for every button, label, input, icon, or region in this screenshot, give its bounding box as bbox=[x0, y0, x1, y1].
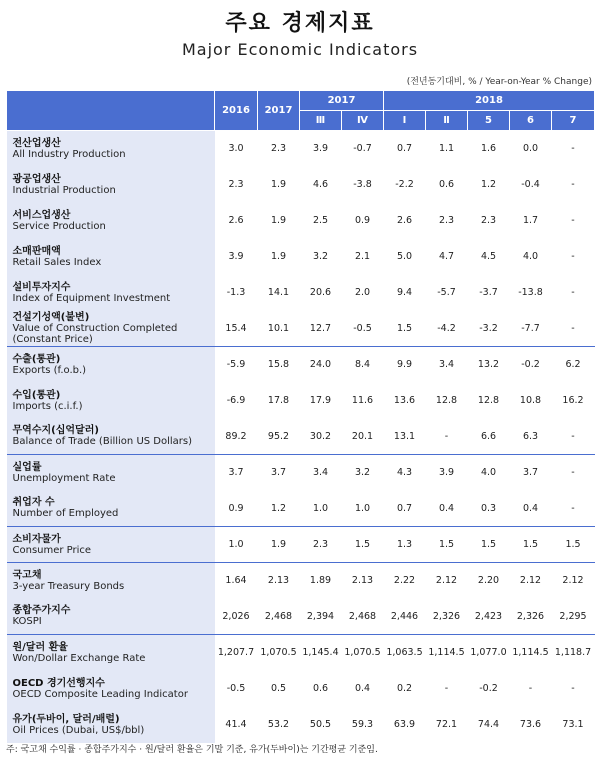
table-row bbox=[7, 599, 595, 635]
table-row bbox=[7, 383, 595, 419]
table-cell: -1.3 bbox=[226, 287, 246, 298]
row-label-en: Retail Sales Index bbox=[12, 256, 102, 268]
table-cell: 1.7 bbox=[522, 215, 539, 226]
row-label bbox=[7, 347, 215, 383]
table-cell: 2.6 bbox=[228, 215, 244, 226]
table-cell: 2.12 bbox=[552, 563, 595, 599]
table-cell: 3.9 bbox=[312, 143, 329, 155]
table-cell: 1,063.5 bbox=[384, 635, 426, 671]
table-cell: 4.6 bbox=[312, 179, 329, 190]
table-cell: 1.5 bbox=[396, 322, 413, 334]
table-row bbox=[7, 455, 595, 491]
header-jul-2018: 7 bbox=[552, 111, 595, 131]
row-label-ko: 소비자물가 bbox=[12, 533, 61, 545]
row-label bbox=[7, 707, 215, 743]
indicators-table bbox=[6, 90, 595, 743]
table-cell: 2.3 bbox=[228, 179, 244, 190]
table-body bbox=[7, 131, 595, 743]
table-cell: 2,468 bbox=[264, 610, 293, 622]
row-label-en: Number of Employed bbox=[12, 508, 119, 520]
row-label bbox=[7, 527, 215, 563]
row-label bbox=[7, 239, 215, 275]
table-cell: - bbox=[571, 683, 575, 694]
table-row bbox=[7, 635, 595, 671]
row-label-ko: 취업자 수 bbox=[12, 497, 55, 509]
table-cell: 2.1 bbox=[354, 251, 371, 262]
table-cell: 4.5 bbox=[480, 251, 497, 262]
table-cell: 0.6 bbox=[438, 179, 455, 190]
row-label-en: All Industry Production bbox=[12, 148, 126, 160]
table-cell: 2,446 bbox=[390, 610, 419, 622]
row-label bbox=[7, 167, 215, 203]
row-label-ko: 유가(두바이, 달러/배럴) bbox=[12, 713, 120, 725]
table-cell: 10.8 bbox=[519, 395, 542, 406]
table-cell: 12.7 bbox=[309, 322, 332, 334]
row-label-en: 3-year Treasury Bonds bbox=[12, 580, 125, 592]
table-cell: 3.4 bbox=[300, 455, 342, 491]
header-q3-2017: Ⅲ bbox=[300, 111, 342, 131]
table-cell: 3.9 bbox=[228, 251, 244, 262]
table-cell: 15.8 bbox=[258, 347, 300, 383]
table-cell: 3.0 bbox=[228, 143, 244, 155]
header-2016: 2016 bbox=[215, 91, 258, 131]
table-cell: 16.2 bbox=[562, 395, 584, 406]
table-row bbox=[7, 203, 595, 239]
table-cell: 1,118.7 bbox=[552, 635, 595, 671]
table-cell: 4.0 bbox=[468, 455, 510, 491]
table-cell: 50.5 bbox=[309, 719, 332, 730]
table-row bbox=[7, 563, 595, 599]
table-cell: 73.6 bbox=[519, 719, 542, 730]
indicators-table-wrap bbox=[6, 90, 594, 743]
table-cell: 24.0 bbox=[300, 347, 342, 383]
table-cell: 0.0 bbox=[522, 143, 539, 155]
row-label-ko: 건설기성액(불변) bbox=[12, 311, 90, 323]
table-cell: 17.8 bbox=[267, 395, 290, 406]
table-cell: 2.3 bbox=[438, 215, 455, 226]
row-label-en-2: (Constant Price) bbox=[12, 333, 93, 345]
table-cell: 2.5 bbox=[312, 215, 329, 226]
table-cell: 0.4 bbox=[438, 502, 455, 514]
table-cell: 20.1 bbox=[351, 430, 374, 442]
table-cell: -3.2 bbox=[479, 322, 498, 334]
table-cell: 1.9 bbox=[270, 215, 287, 226]
header-may-2018: 5 bbox=[468, 111, 510, 131]
table-row bbox=[7, 311, 595, 347]
table-cell: - bbox=[571, 430, 575, 442]
table-cell: 6.6 bbox=[480, 430, 497, 442]
header-q1-2018: Ⅰ bbox=[384, 111, 426, 131]
table-row bbox=[7, 707, 595, 743]
table-cell: 1,207.7 bbox=[215, 635, 258, 671]
table-cell: - bbox=[571, 502, 575, 514]
table-cell: -0.5 bbox=[226, 683, 246, 694]
row-label-en: Imports (c.i.f.) bbox=[12, 400, 83, 412]
row-label bbox=[7, 491, 215, 527]
table-cell: 95.2 bbox=[267, 430, 290, 442]
table-cell: 2.22 bbox=[384, 563, 426, 599]
table-cell: - bbox=[571, 251, 575, 262]
table-cell: 3.9 bbox=[426, 455, 468, 491]
table-cell: 4.7 bbox=[438, 251, 455, 262]
row-label bbox=[7, 275, 215, 311]
table-cell: 13.6 bbox=[393, 395, 416, 406]
table-cell: 1,070.5 bbox=[258, 635, 300, 671]
table-cell: 0.4 bbox=[522, 502, 539, 514]
row-label-en: Value of Construction Completed bbox=[12, 322, 178, 334]
header-group-2017: 2017 bbox=[300, 91, 384, 111]
row-label-en: Industrial Production bbox=[12, 184, 116, 196]
table-cell: 1.0 bbox=[215, 527, 258, 563]
table-cell: 1.5 bbox=[552, 527, 595, 563]
table-cell: 1.5 bbox=[342, 527, 384, 563]
table-cell: - bbox=[528, 683, 533, 694]
unit-note: (전년동기대비, % / Year-on-Year % Change) bbox=[406, 77, 592, 87]
table-row bbox=[7, 419, 595, 455]
table-cell: 2.3 bbox=[300, 527, 342, 563]
table-cell: 30.2 bbox=[309, 430, 332, 442]
table-cell: 2.13 bbox=[258, 563, 300, 599]
header-group-2018: 2018 bbox=[384, 91, 595, 111]
table-cell: 3.2 bbox=[342, 455, 384, 491]
table-cell: 73.1 bbox=[562, 719, 584, 730]
table-cell: 1.1 bbox=[438, 143, 455, 155]
table-cell: 3.7 bbox=[258, 455, 300, 491]
table-cell: 5.0 bbox=[396, 251, 413, 262]
table-cell: 1,070.5 bbox=[342, 635, 384, 671]
table-cell: -0.2 bbox=[479, 683, 498, 694]
table-cell: -3.7 bbox=[479, 287, 498, 298]
table-cell: 1.2 bbox=[480, 179, 497, 190]
table-cell: 1,077.0 bbox=[468, 635, 510, 671]
table-row bbox=[7, 167, 595, 203]
table-cell: - bbox=[444, 430, 449, 442]
table-cell: 0.6 bbox=[312, 683, 329, 694]
table-cell: 17.9 bbox=[309, 395, 332, 406]
row-label bbox=[7, 455, 215, 491]
table-cell: 2.12 bbox=[426, 563, 468, 599]
header-q2-2018: Ⅱ bbox=[426, 111, 468, 131]
table-cell: -2.2 bbox=[395, 179, 414, 190]
row-label-ko: 수입(통관) bbox=[12, 389, 61, 401]
table-cell: 1.0 bbox=[354, 502, 371, 514]
table-cell: 3.7 bbox=[215, 455, 258, 491]
table-cell: 1,114.5 bbox=[510, 635, 552, 671]
table-cell: 2,026 bbox=[222, 610, 250, 622]
table-cell: 6.3 bbox=[522, 430, 539, 442]
table-cell: 4.0 bbox=[522, 251, 539, 262]
table-cell: 2.13 bbox=[342, 563, 384, 599]
table-cell: 1,114.5 bbox=[426, 635, 468, 671]
table-cell: 1.5 bbox=[426, 527, 468, 563]
table-cell: 3.7 bbox=[510, 455, 552, 491]
table-row bbox=[7, 671, 595, 707]
table-cell: 10.1 bbox=[267, 322, 290, 334]
table-cell: 0.3 bbox=[480, 502, 497, 514]
table-cell: -3.8 bbox=[353, 179, 372, 190]
row-label-ko: 무역수지(십억달러) bbox=[12, 425, 99, 437]
table-cell: 1.9 bbox=[270, 251, 287, 262]
table-cell: 1.64 bbox=[215, 563, 258, 599]
table-cell: 2.20 bbox=[468, 563, 510, 599]
table-cell: 41.4 bbox=[225, 719, 247, 730]
row-label-ko: 소매판매액 bbox=[12, 245, 61, 257]
table-cell: -0.2 bbox=[510, 347, 552, 383]
row-label-ko: 국고채 bbox=[12, 569, 42, 581]
table-cell: 0.9 bbox=[228, 502, 244, 514]
row-label-en: Won/Dollar Exchange Rate bbox=[12, 652, 146, 664]
table-cell: 2,468 bbox=[348, 610, 377, 622]
table-cell: 63.9 bbox=[393, 719, 416, 730]
table-cell: 12.8 bbox=[435, 395, 458, 406]
table-cell: 1.0 bbox=[312, 502, 329, 514]
row-label-ko: OECD 경기선행지수 bbox=[12, 677, 105, 689]
table-cell: 1.2 bbox=[270, 502, 287, 514]
header-jun-2018: 6 bbox=[510, 111, 552, 131]
header-2017: 2017 bbox=[258, 91, 300, 131]
row-label-en: Balance of Trade (Billion US Dollars) bbox=[12, 436, 193, 448]
table-cell: 1.6 bbox=[480, 143, 497, 155]
row-label-en: Exports (f.o.b.) bbox=[12, 364, 87, 376]
table-cell: 9.9 bbox=[384, 347, 426, 383]
row-label-ko: 수출(통관) bbox=[12, 353, 61, 365]
table-cell: -0.7 bbox=[353, 143, 372, 155]
table-row bbox=[7, 239, 595, 275]
table-cell: 2.12 bbox=[510, 563, 552, 599]
table-cell: 20.6 bbox=[309, 287, 332, 298]
table-cell: 0.9 bbox=[354, 215, 371, 226]
table-cell: 2,423 bbox=[474, 610, 503, 622]
table-cell: -6.9 bbox=[226, 395, 246, 406]
row-label-en: Service Production bbox=[12, 220, 106, 232]
table-cell: 13.1 bbox=[393, 430, 416, 442]
table-row bbox=[7, 491, 595, 527]
table-cell: 72.1 bbox=[435, 719, 458, 730]
table-row bbox=[7, 131, 595, 167]
row-label-en: KOSPI bbox=[12, 616, 42, 628]
table-cell: - bbox=[571, 143, 575, 155]
table-cell: -7.7 bbox=[521, 322, 540, 334]
table-cell: 0.2 bbox=[396, 683, 413, 694]
row-label-ko: 서비스업생산 bbox=[12, 209, 71, 221]
table-cell: 9.4 bbox=[396, 287, 413, 298]
table-cell: 8.4 bbox=[342, 347, 384, 383]
table-cell: 6.2 bbox=[552, 347, 595, 383]
row-label bbox=[7, 311, 215, 347]
table-cell: 13.2 bbox=[468, 347, 510, 383]
table-cell: 1.3 bbox=[384, 527, 426, 563]
table-cell: - bbox=[571, 287, 575, 298]
row-label bbox=[7, 419, 215, 455]
table-cell: 3.4 bbox=[426, 347, 468, 383]
table-row bbox=[7, 527, 595, 563]
table-cell: 15.4 bbox=[225, 322, 247, 334]
table-cell: - bbox=[571, 322, 575, 334]
row-label bbox=[7, 203, 215, 239]
table-cell: -5.7 bbox=[437, 287, 456, 298]
table-cell: 53.2 bbox=[267, 719, 290, 730]
table-cell: 1.5 bbox=[510, 527, 552, 563]
table-cell: -0.4 bbox=[521, 179, 540, 190]
table-cell: 1,145.4 bbox=[300, 635, 342, 671]
table-cell: - bbox=[571, 179, 575, 190]
table-cell: 12.8 bbox=[477, 395, 500, 406]
table-cell: -4.2 bbox=[437, 322, 456, 334]
row-label-en: Oil Prices (Dubai, US$/bbl) bbox=[12, 724, 145, 736]
table-row bbox=[7, 347, 595, 383]
table-cell: 74.4 bbox=[477, 719, 500, 730]
row-label bbox=[7, 131, 215, 167]
row-label-ko: 실업률 bbox=[12, 461, 42, 473]
row-label bbox=[7, 671, 215, 707]
page-subtitle: Major Economic Indicators bbox=[181, 40, 419, 59]
table-cell: 2,295 bbox=[559, 610, 587, 622]
table-cell: 2.6 bbox=[396, 215, 413, 226]
row-label-ko: 전산업생산 bbox=[12, 137, 61, 149]
row-label-ko: 설비투자지수 bbox=[12, 281, 71, 293]
table-cell: - bbox=[571, 215, 575, 226]
row-label-en: Unemployment Rate bbox=[12, 472, 116, 484]
row-label-en: Consumer Price bbox=[12, 544, 92, 556]
table-cell: -13.8 bbox=[518, 287, 543, 298]
table-cell: -0.5 bbox=[353, 322, 372, 334]
table-cell: 2,326 bbox=[432, 610, 461, 622]
header-q4-2017: Ⅳ bbox=[342, 111, 384, 131]
table-cell: - bbox=[552, 455, 595, 491]
table-cell: 1.9 bbox=[258, 527, 300, 563]
table-cell: 0.4 bbox=[354, 683, 371, 694]
table-cell: 59.3 bbox=[351, 719, 374, 730]
table-cell: 2,394 bbox=[306, 610, 335, 622]
table-cell: - bbox=[444, 683, 449, 694]
table-cell: 0.7 bbox=[396, 143, 413, 155]
row-label-ko: 원/달러 환율 bbox=[12, 641, 68, 653]
row-label bbox=[7, 383, 215, 419]
row-label bbox=[7, 599, 215, 635]
table-cell: 2.3 bbox=[480, 215, 497, 226]
row-label-ko: 종합주가지수 bbox=[12, 605, 71, 617]
footnote: 주: 국고채 수익률 · 종합주가지수 · 원/달러 환율은 기말 기준, 유가(두바이)는 기간평균 기준임. bbox=[6, 745, 378, 755]
table-cell: 0.7 bbox=[396, 502, 413, 514]
page-title: 주요 경제지표 bbox=[225, 11, 375, 36]
table-cell: 89.2 bbox=[225, 430, 247, 442]
row-label-ko: 광공업생산 bbox=[12, 173, 61, 185]
table-cell: 3.2 bbox=[312, 251, 329, 262]
table-cell: 1.9 bbox=[270, 179, 287, 190]
table-cell: -5.9 bbox=[215, 347, 258, 383]
table-cell: 0.5 bbox=[270, 683, 287, 694]
table-row bbox=[7, 275, 595, 311]
row-label bbox=[7, 563, 215, 599]
table-cell: 2.0 bbox=[354, 287, 371, 298]
row-label bbox=[7, 635, 215, 671]
row-label-en: OECD Composite Leading Indicator bbox=[12, 688, 188, 700]
table-cell: 2,326 bbox=[516, 610, 545, 622]
table-cell: 1.5 bbox=[468, 527, 510, 563]
row-label-en: Index of Equipment Investment bbox=[12, 292, 171, 304]
header-blank bbox=[7, 91, 215, 131]
table-cell: 14.1 bbox=[267, 287, 290, 298]
table-cell: 1.89 bbox=[300, 563, 342, 599]
table-cell: 2.3 bbox=[270, 143, 287, 155]
table-cell: 4.3 bbox=[384, 455, 426, 491]
table-cell: 11.6 bbox=[351, 395, 374, 406]
